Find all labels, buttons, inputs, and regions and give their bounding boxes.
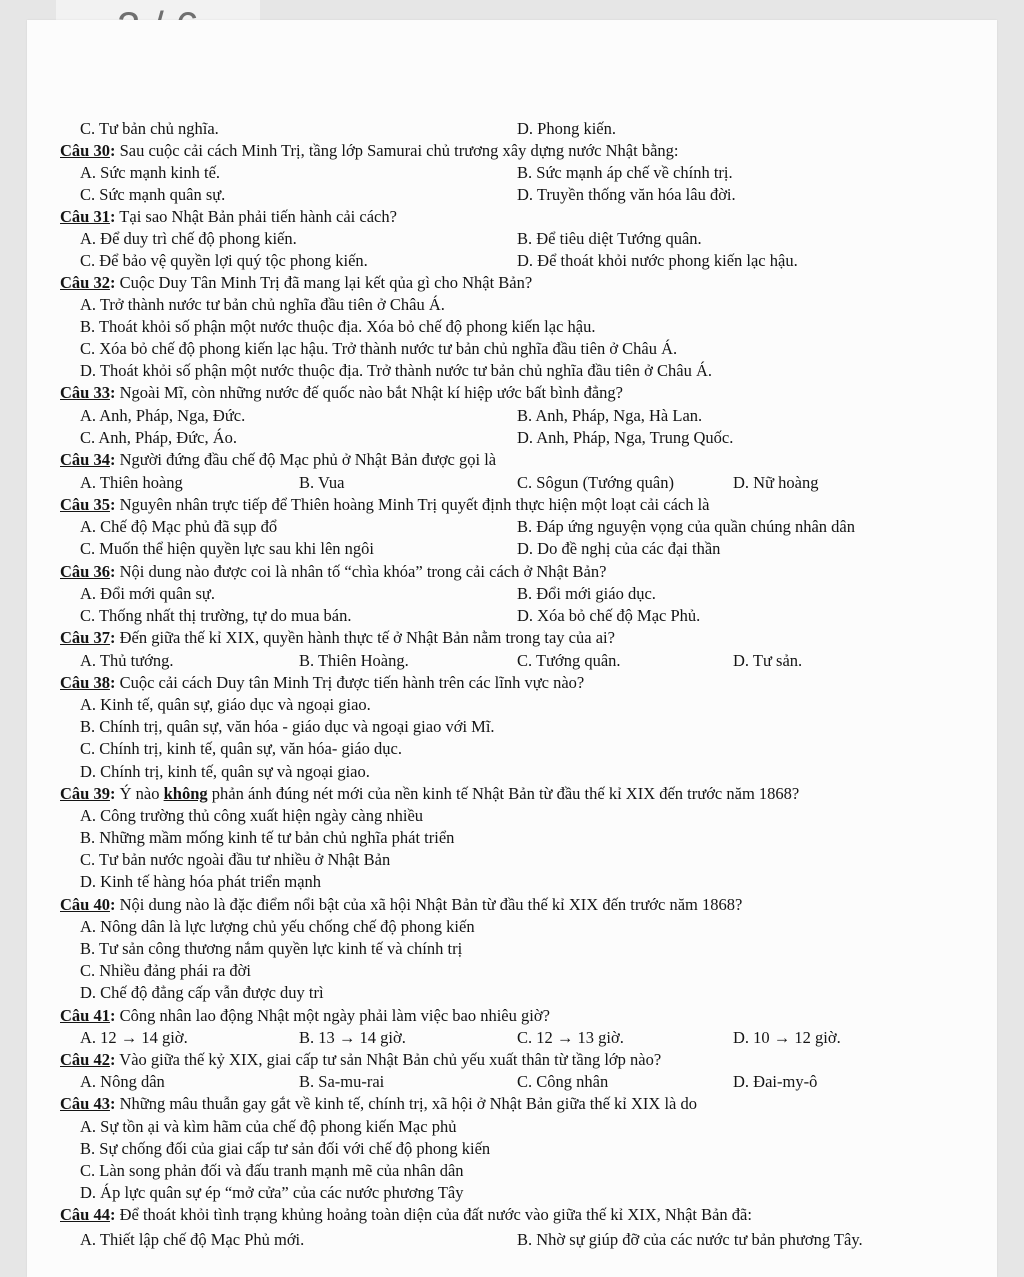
option-text: Để duy trì chế độ phong kiến. — [100, 229, 297, 248]
option-text: Làn song phản đối và đấu tranh mạnh mẽ của nhân dân — [99, 1161, 464, 1180]
question-text: Công nhân lao động Nhật một ngày phải làm việc bao nhiêu giờ? — [115, 1006, 550, 1025]
question-stem — [60, 672, 584, 694]
option-text: Sức mạnh áp chế về chính trị. — [536, 163, 733, 182]
option-letter: C. — [80, 961, 100, 980]
question-stem — [60, 494, 710, 516]
option-letter: A. — [80, 1117, 101, 1136]
option-d — [517, 427, 733, 449]
option-text: Thiết lập chế độ Mạc Phủ mới. — [99, 1230, 305, 1249]
question-text: Những mâu thuẫn gay gắt về kinh tế, chính trị, xã hội ở Nhật Bản giữa thế kỉ XIX là do — [115, 1094, 697, 1113]
question-text: Cuộc cải cách Duy tân Minh Trị được tiến hành trên các lĩnh vực nào? — [115, 673, 585, 692]
option-letter: B. — [299, 651, 318, 670]
question-number: Câu 35 — [60, 495, 110, 514]
option-b — [299, 650, 409, 672]
option-text: Sức mạnh kinh tế. — [100, 163, 221, 182]
option-a — [80, 1116, 456, 1138]
option-text: Tướng quân. — [535, 651, 621, 670]
question-text: Ý nào — [115, 784, 164, 803]
option-letter: C. — [80, 119, 99, 138]
option-a — [80, 1229, 304, 1251]
option-letter: B. — [517, 584, 537, 603]
option-letter: C. — [80, 339, 100, 358]
option-text: Để thoát khỏi nước phong kiến lạc hậu. — [537, 251, 798, 270]
option-letter: B. — [80, 1139, 100, 1158]
option-b — [517, 162, 733, 184]
option-letter: C. — [517, 473, 537, 492]
option-c — [80, 849, 390, 871]
option-a — [80, 916, 475, 938]
question-text: Sau cuộc cải cách Minh Trị, tầng lớp Samurai chủ trương xây dựng nước Nhật bằng: — [115, 141, 679, 160]
option-c — [517, 472, 674, 494]
option-text: Đổi mới quân sự. — [100, 584, 216, 603]
option-letter: D. — [80, 872, 101, 891]
option-text: Nông dân là lực lượng chủ yếu chống chế độ phong kiến — [100, 917, 475, 936]
option-text: Sự chống đối của giai cấp tư sản đối với chế độ phong kiến — [99, 1139, 491, 1158]
question-number: Câu 34 — [60, 450, 110, 469]
option-letter: A. — [80, 584, 101, 603]
question-text: Để thoát khỏi tình trạng khủng hoảng toàn diện của đất nước vào giữa thế kỉ XIX, Nhật Bản đã: — [115, 1205, 752, 1224]
option-c — [80, 250, 368, 272]
option-letter: C. — [517, 1072, 537, 1091]
option-text: Tư sản. — [752, 651, 803, 670]
question-colon: : — [109, 673, 116, 692]
option-d — [517, 538, 720, 560]
option-text: Sức mạnh quân sự. — [99, 185, 226, 204]
option-letter: D. — [517, 606, 538, 625]
option-letter: A. — [80, 473, 100, 492]
question-stem — [60, 382, 623, 404]
option-letter: A. — [80, 229, 101, 248]
question-text: Vào giữa thế kỷ XIX, giai cấp tư sản Nhật Bản chủ yếu xuất thân từ tầng lớp nào? — [115, 1050, 662, 1069]
option-letter: C. — [80, 251, 100, 270]
option-letter: D. — [80, 762, 101, 781]
question-number: Câu 44 — [60, 1205, 110, 1224]
option-letter: A. — [80, 695, 101, 714]
option-text: Để tiêu diệt Tướng quân. — [536, 229, 702, 248]
option-text: Anh, Pháp, Nga, Hà Lan. — [535, 406, 703, 425]
option-text: Chính trị, kinh tế, quân sự và ngoại giao. — [100, 762, 370, 781]
question-text: Nội dung nào được coi là nhân tố “chìa khóa” trong cải cách ở Nhật Bản? — [115, 562, 607, 581]
option-b — [517, 583, 656, 605]
option-text: Truyền thống văn hóa lâu đời. — [536, 185, 736, 204]
question-text: Ngoài Mĩ, còn những nước đế quốc nào bắt Nhật kí hiệp ước bất bình đẳng? — [115, 383, 624, 402]
option-d — [80, 982, 324, 1004]
question-colon: : — [109, 1006, 116, 1025]
option-text: Tư sản công thương nắm quyền lực kinh tế và chính trị — [98, 939, 463, 958]
option-b — [80, 938, 462, 960]
option-c — [517, 1071, 608, 1093]
option-c — [517, 1027, 624, 1049]
question-stem — [60, 272, 532, 294]
option-letter: B. — [299, 1072, 319, 1091]
question-stem — [60, 449, 496, 471]
option-text: 12 → 13 giờ. — [536, 1028, 624, 1047]
option-text: Để bảo vệ quyền lợi quý tộc phong kiến. — [99, 251, 368, 270]
option-text: Xóa bỏ chế độ phong kiến lạc hậu. Trở thành nước tư bản chủ nghĩa đầu tiên ở Châu Á. — [99, 339, 678, 358]
option-a — [80, 650, 173, 672]
option-letter: B. — [517, 1230, 537, 1249]
option-b — [517, 516, 855, 538]
option-a — [80, 472, 183, 494]
option-text: Phong kiến. — [537, 119, 617, 138]
option-text: Sự tồn ại và kìm hãm của chế độ phong kiến Mạc phủ — [100, 1117, 457, 1136]
option-letter: D. — [517, 539, 538, 558]
question-number: Câu 38 — [60, 673, 110, 692]
question-number: Câu 42 — [60, 1050, 110, 1069]
option-letter: C. — [80, 850, 99, 869]
question-number: Câu 33 — [60, 383, 110, 402]
option-text: Nhờ sự giúp đỡ của các nước tư bản phương Tây. — [536, 1230, 863, 1249]
option-text: Muốn thể hiện quyền lực sau khi lên ngôi — [99, 539, 374, 558]
question-stem — [60, 140, 679, 162]
option-text: Chế độ đẳng cấp vẫn được duy trì — [100, 983, 324, 1002]
question-number: Câu 37 — [60, 628, 110, 647]
option-letter: A. — [80, 1230, 100, 1249]
option-letter: C. — [80, 428, 99, 447]
option-text: Những mầm mống kinh tế tư bản chủ nghĩa phát triển — [99, 828, 455, 847]
option-a — [80, 583, 215, 605]
option-letter: B. — [517, 229, 537, 248]
option-text: Kinh tế, quân sự, giáo dục và ngoại giao. — [100, 695, 371, 714]
question-colon: : — [109, 562, 116, 581]
option-letter: B. — [517, 163, 537, 182]
option-letter: B. — [517, 406, 536, 425]
option-a — [80, 516, 277, 538]
option-b — [517, 405, 702, 427]
option-d — [517, 118, 616, 140]
option-b — [517, 1229, 863, 1251]
option-d — [517, 250, 798, 272]
option-c — [80, 738, 402, 760]
question-colon: : — [109, 383, 116, 402]
option-letter: D. — [80, 983, 101, 1002]
option-letter: A. — [80, 517, 101, 536]
option-text: Do đề nghị của các đại thần — [537, 539, 721, 558]
question-stem — [60, 1049, 661, 1071]
option-a — [80, 1071, 165, 1093]
option-a — [80, 228, 297, 250]
option-c — [80, 605, 352, 627]
option-c — [517, 650, 621, 672]
option-d — [80, 360, 712, 382]
question-number: Câu 32 — [60, 273, 110, 292]
option-letter: D. — [517, 185, 537, 204]
question-number: Câu 39 — [60, 784, 110, 803]
option-letter: D. — [733, 473, 754, 492]
option-letter: C. — [80, 1161, 100, 1180]
option-text: Nữ hoàng — [753, 473, 819, 492]
option-a — [80, 805, 423, 827]
option-text: Sa-mu-rai — [318, 1072, 385, 1091]
option-letter: D. — [733, 651, 753, 670]
option-text: Đáp ứng nguyện vọng của quần chúng nhân dân — [536, 517, 855, 536]
option-text: Kinh tế hàng hóa phát triển mạnh — [100, 872, 322, 891]
question-text: Người đứng đầu chế độ Mạc phủ ở Nhật Bản được gọi là — [115, 450, 497, 469]
question-text: Cuộc Duy Tân Minh Trị đã mang lại kết qủa gì cho Nhật Bản? — [115, 273, 533, 292]
option-letter: D. — [517, 428, 537, 447]
question-text: Nội dung nào là đặc điểm nổi bật của xã hội Nhật Bản từ đầu thế kỉ XIX đến trước năm 1868? — [115, 895, 743, 914]
option-letter: B. — [80, 828, 100, 847]
option-text: Thiên hoàng — [99, 473, 183, 492]
question-colon: : — [109, 895, 116, 914]
option-letter: A. — [80, 917, 101, 936]
option-c — [80, 960, 251, 982]
option-b — [517, 228, 702, 250]
option-c — [80, 427, 237, 449]
option-a — [80, 405, 245, 427]
option-letter: C. — [517, 1028, 537, 1047]
option-text: Anh, Pháp, Đức, Áo. — [98, 428, 237, 447]
question-number: Câu 40 — [60, 895, 110, 914]
option-letter: A. — [80, 406, 100, 425]
option-d — [80, 1182, 464, 1204]
option-b — [299, 1071, 384, 1093]
question-emphasis: không — [163, 784, 208, 803]
option-d — [733, 472, 818, 494]
question-stem — [60, 1204, 752, 1226]
option-letter: D. — [517, 251, 538, 270]
option-c — [80, 538, 374, 560]
option-text: Tư bản chủ nghĩa. — [98, 119, 219, 138]
option-letter: A. — [80, 806, 101, 825]
question-stem — [60, 1093, 697, 1115]
option-c — [80, 184, 225, 206]
option-text: Đai-my-ô — [753, 1072, 818, 1091]
option-letter: B. — [517, 517, 537, 536]
option-letter: B. — [299, 1028, 319, 1047]
question-stem — [60, 1005, 550, 1027]
option-text: Đổi mới giáo dục. — [536, 584, 656, 603]
option-a — [80, 162, 220, 184]
option-letter: B. — [299, 473, 318, 492]
option-letter: A. — [80, 651, 100, 670]
option-text: Anh, Pháp, Nga, Trung Quốc. — [536, 428, 734, 447]
option-letter: A. — [80, 295, 100, 314]
option-b — [299, 472, 344, 494]
option-letter: C. — [517, 651, 536, 670]
question-number: Câu 43 — [60, 1094, 110, 1113]
option-text: Thống nhất thị trường, tự do mua bán. — [98, 606, 352, 625]
option-c — [80, 1160, 464, 1182]
option-a — [80, 694, 371, 716]
question-stem — [60, 783, 799, 805]
option-text: Sôgun (Tướng quân) — [536, 473, 675, 492]
option-b — [80, 1138, 490, 1160]
question-colon: : — [109, 273, 116, 292]
option-text: Vua — [317, 473, 345, 492]
document-page — [27, 20, 997, 1277]
option-letter: A. — [80, 163, 101, 182]
question-text: phản ánh đúng nét mới của nền kinh tế Nhật Bản từ đầu thế kỉ XIX đến trước năm 1868? — [207, 784, 800, 803]
option-letter: C. — [80, 539, 100, 558]
question-colon: : — [109, 628, 116, 647]
option-text: Thoát khỏi số phận một nước thuộc địa. Trở thành nước tư bản chủ nghĩa đầu tiên ở Châu Á. — [99, 361, 712, 380]
question-colon: : — [109, 495, 116, 514]
option-text: Thoát khỏi số phận một nước thuộc địa. Xóa bỏ chế độ phong kiến lạc hậu. — [98, 317, 596, 336]
option-text: Nhiều đảng phái ra đời — [99, 961, 251, 980]
option-letter: C. — [80, 185, 100, 204]
option-b — [80, 316, 595, 338]
question-number: Câu 30 — [60, 141, 110, 160]
option-text: Thiên Hoàng. — [317, 651, 409, 670]
option-letter: D. — [517, 119, 538, 138]
option-text: Chế độ Mạc phủ đã sụp đổ — [100, 517, 278, 536]
option-text: Tư bản nước ngoài đầu tư nhiều ở Nhật Bản — [98, 850, 391, 869]
option-b — [299, 1027, 406, 1049]
question-number: Câu 41 — [60, 1006, 110, 1025]
option-d — [80, 871, 321, 893]
option-text: Chính trị, quân sự, văn hóa - giáo dục và ngoại giao với Mĩ. — [99, 717, 495, 736]
option-a — [80, 294, 445, 316]
option-d — [733, 1071, 817, 1093]
option-text: Công trường thủ công xuất hiện ngày càng nhiều — [100, 806, 424, 825]
option-letter: A. — [80, 1028, 101, 1047]
question-text: Tại sao Nhật Bản phải tiến hành cải cách? — [115, 207, 397, 226]
option-text: Áp lực quân sự ép “mở cửa” của các nước phương Tây — [100, 1183, 464, 1202]
option-d — [517, 605, 700, 627]
question-colon: : — [109, 1094, 116, 1113]
option-text: 13 → 14 giờ. — [318, 1028, 406, 1047]
option-text: Trở thành nước tư bản chủ nghĩa đầu tiên ở Châu Á. — [99, 295, 445, 314]
question-stem — [60, 627, 615, 649]
question-number: Câu 36 — [60, 562, 110, 581]
option-d — [733, 650, 802, 672]
question-colon: : — [109, 1050, 116, 1069]
question-text: Nguyên nhân trực tiếp để Thiên hoàng Minh Trị quyết định thực hiện một loạt cải cách là — [115, 495, 710, 514]
option-letter: D. — [733, 1072, 754, 1091]
option-letter: B. — [80, 717, 100, 736]
option-letter: D. — [80, 361, 100, 380]
question-stem — [60, 206, 397, 228]
option-text: Anh, Pháp, Nga, Đức. — [99, 406, 246, 425]
option-text: Công nhân — [536, 1072, 609, 1091]
option-b — [80, 827, 454, 849]
option-letter: D. — [80, 1183, 101, 1202]
option-text: Thủ tướng. — [99, 651, 174, 670]
option-c — [80, 118, 219, 140]
option-letter: C. — [80, 606, 99, 625]
question-colon: : — [109, 141, 116, 160]
option-d — [80, 761, 370, 783]
option-text: 10 → 12 giờ. — [753, 1028, 841, 1047]
option-text: 12 → 14 giờ. — [100, 1028, 188, 1047]
option-letter: D. — [733, 1028, 754, 1047]
question-colon: : — [109, 784, 116, 803]
option-c — [80, 338, 677, 360]
question-number: Câu 31 — [60, 207, 110, 226]
option-text: Chính trị, kinh tế, quân sự, văn hóa- giáo dục. — [99, 739, 402, 758]
option-text: Xóa bỏ chế độ Mạc Phủ. — [537, 606, 701, 625]
option-letter: B. — [80, 939, 99, 958]
question-colon: : — [109, 450, 116, 469]
option-d — [517, 184, 736, 206]
option-letter: A. — [80, 1072, 101, 1091]
question-stem — [60, 561, 606, 583]
question-colon: : — [109, 207, 116, 226]
option-letter: C. — [80, 739, 100, 758]
option-b — [80, 716, 495, 738]
question-stem — [60, 894, 742, 916]
question-text: Đến giữa thế kỉ XIX, quyền hành thực tế ở Nhật Bản nằm trong tay của ai? — [115, 628, 615, 647]
option-d — [733, 1027, 841, 1049]
option-letter: B. — [80, 317, 99, 336]
option-text: Nông dân — [100, 1072, 165, 1091]
question-colon: : — [109, 1205, 116, 1224]
option-a — [80, 1027, 188, 1049]
